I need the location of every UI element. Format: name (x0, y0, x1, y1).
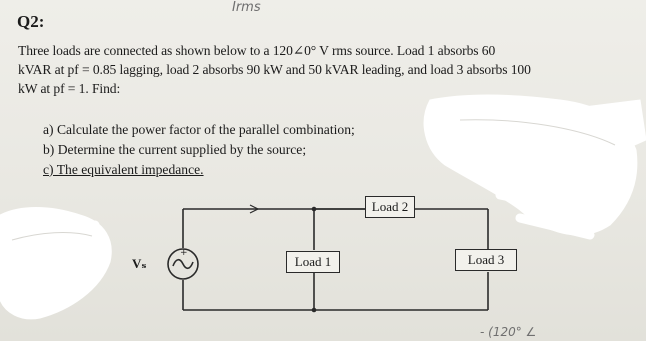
question-line-3: kW at pf = 1. Find: (18, 81, 121, 96)
load-1-box: Load 1 (286, 251, 340, 273)
part-b: b) Determine the current supplied by the source; (43, 142, 307, 157)
question-number: Q2: (17, 12, 45, 31)
handwritten-note-top: Irms (232, 0, 261, 15)
question-line-1: Three loads are connected as shown below to a 120∠0° V rms source. Load 1 absorbs 60 (18, 43, 496, 58)
source-label: Vₛ (132, 256, 147, 271)
part-c: c) The equivalent impedance. (43, 162, 204, 177)
load-3-box: Load 3 (455, 249, 517, 271)
load-2-box: Load 2 (365, 196, 415, 218)
svg-text:+: + (180, 248, 188, 258)
part-a: a) Calculate the power factor of the parallel combination; (43, 122, 355, 137)
question-line-2: kVAR at pf = 0.85 lagging, load 2 absorbs 90 kW and 50 kVAR leading, and load 3 absorbs 100 (18, 62, 531, 77)
handwritten-note-bottom: - (120° ∠ (480, 325, 537, 339)
